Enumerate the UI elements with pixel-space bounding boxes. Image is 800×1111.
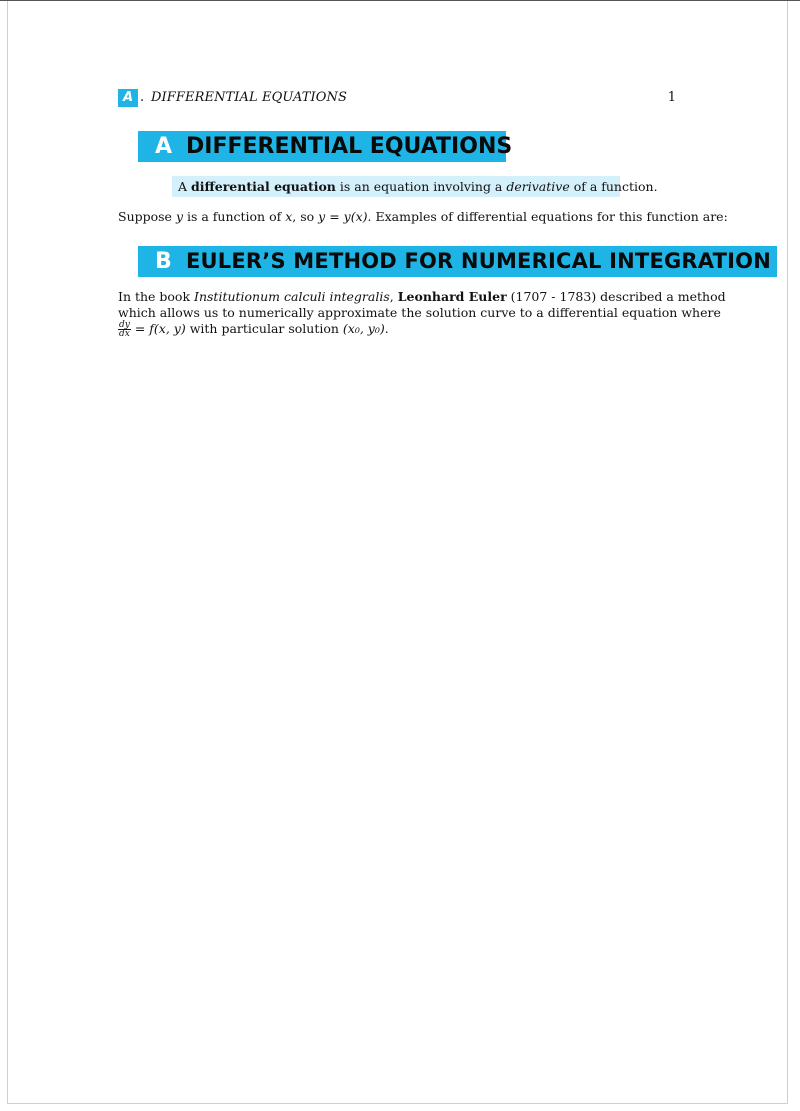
math-variable: y: [175, 209, 183, 224]
running-header-title: DIFFERENTIAL EQUATIONS: [151, 90, 348, 105]
running-header-dot: .: [140, 90, 145, 105]
section-letter: B: [155, 249, 172, 274]
paragraph: [118, 289, 726, 339]
derivative-fraction: [118, 321, 131, 338]
math-point: (x₀, y₀): [342, 321, 385, 336]
definition-box: [172, 176, 658, 197]
paragraph-line: [118, 321, 676, 338]
definition-text: of a function.: [569, 179, 658, 194]
section-heading-a: [138, 131, 513, 162]
paragraph-text: ,: [389, 289, 398, 304]
paragraph-text: In the book: [118, 289, 195, 304]
paragraph-text: , so: [292, 209, 319, 224]
paragraph: [118, 209, 728, 224]
section-letter: A: [155, 134, 173, 159]
paragraph-text: with particular solution: [185, 321, 343, 336]
section-title: EULER’S METHOD FOR NUMERICAL INTEGRATION: [186, 249, 771, 273]
author-name: Leonhard Euler: [397, 289, 507, 304]
math-variable: x: [285, 209, 293, 224]
definition-text: A: [178, 179, 192, 194]
running-header-section-badge: A: [118, 89, 138, 107]
paragraph-line: which allows us to numerically approximate the solution curve to a differential equation where: [118, 305, 721, 320]
fraction-numerator: dy: [119, 320, 130, 330]
section-title: DIFFERENTIAL EQUATIONS: [186, 134, 513, 159]
paragraph-text: .: [384, 321, 389, 336]
page-number: 1: [667, 90, 676, 105]
math-function: f(x, y): [149, 321, 186, 336]
definition-term: differential equation: [191, 179, 336, 194]
paragraph-text: . Examples of differential equations for this function are:: [367, 209, 728, 224]
paragraph-text: Suppose: [118, 209, 176, 224]
definition-text: is an equation involving a: [335, 179, 507, 194]
book-title: Institutionum calculi integralis: [194, 289, 390, 304]
paragraph-text: (1707 - 1783) described a method: [506, 289, 726, 304]
section-heading-b: [138, 246, 777, 277]
fraction-denominator: dx: [119, 329, 130, 339]
math-equation: y = y(x): [318, 209, 368, 224]
paragraph-text: =: [130, 321, 150, 336]
definition-emphasis: derivative: [506, 179, 570, 194]
paragraph-line: [118, 289, 726, 305]
paragraph-text: is a function of: [183, 209, 286, 224]
document-page: [7, 1, 788, 1104]
running-header: [118, 89, 676, 109]
